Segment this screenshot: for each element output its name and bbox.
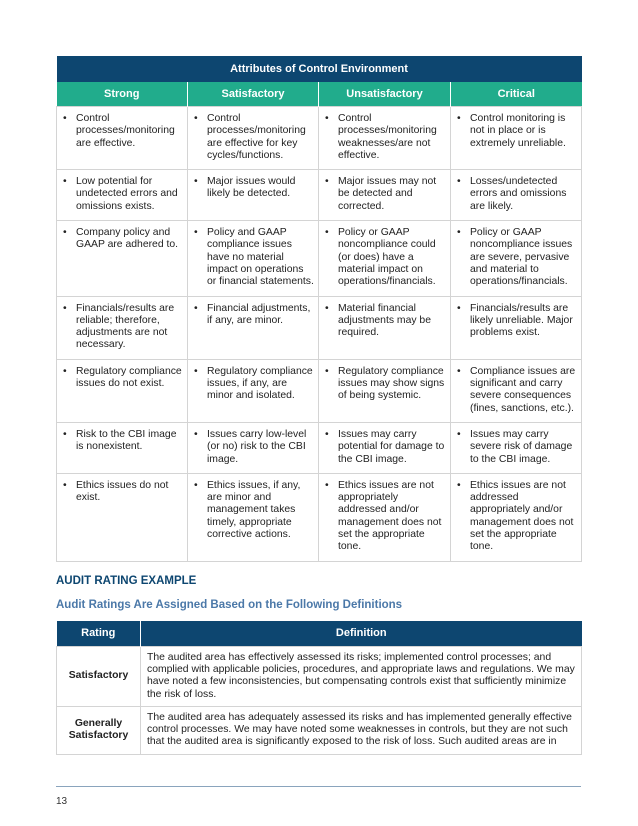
table-cell-critical	[451, 473, 582, 561]
cell-text: Material financial adjustments may be required.	[338, 302, 431, 339]
table-cell-unsatisfactory	[319, 473, 451, 561]
column-header-strong: Strong	[57, 82, 188, 107]
table-cell-satisfactory	[188, 359, 319, 422]
table-cell-unsatisfactory	[319, 422, 451, 473]
bullet-icon: •	[63, 365, 67, 377]
bullet-icon: •	[457, 113, 461, 124]
cell-text: Ethics issues are not addressed appropriately and/or management does not set the appropriate tone.	[470, 479, 574, 553]
column-header-satisfactory: Satisfactory	[188, 82, 319, 107]
table-cell-satisfactory	[188, 170, 319, 221]
bullet-icon: •	[325, 176, 329, 188]
table-row	[57, 359, 582, 422]
cell-text: Financial adjustments, if any, are minor.	[207, 302, 311, 326]
attributes-table-title: Attributes of Control Environment	[57, 56, 582, 82]
definition-column-header: Definition	[141, 621, 582, 647]
attributes-table	[56, 56, 582, 562]
bullet-icon: •	[457, 302, 461, 314]
rating-column-header: Rating	[57, 621, 141, 647]
cell-text: Regulatory compliance issues do not exist.	[76, 365, 182, 390]
table-cell-satisfactory	[188, 221, 319, 296]
bullet-icon: •	[63, 302, 67, 314]
table-cell-unsatisfactory	[319, 170, 451, 221]
attributes-table-header-row	[57, 82, 582, 107]
cell-text: Control processes/monitoring are effective for key cycles/functions.	[207, 113, 306, 161]
column-header-unsatisfactory: Unsatisfactory	[319, 82, 451, 107]
table-cell-critical	[451, 359, 582, 422]
bullet-icon: •	[457, 176, 461, 188]
bullet-icon: •	[325, 479, 329, 491]
column-header-critical: Critical	[451, 82, 582, 107]
cell-text: Financials/results are likely unreliable. Major problems exist.	[470, 302, 573, 339]
table-cell-strong	[57, 296, 188, 359]
cell-text: Issues may carry potential for damage to the CBI image.	[338, 428, 445, 465]
table-row	[57, 296, 582, 359]
rating-name: Generally Satisfactory	[57, 706, 141, 754]
bullet-icon: •	[194, 479, 198, 491]
cell-text: Control processes/monitoring weaknesses/are not effective.	[338, 113, 437, 161]
table-cell-strong	[57, 359, 188, 422]
footer-divider	[56, 786, 581, 787]
table-cell-strong	[57, 473, 188, 561]
cell-text: Losses/undetected errors and omissions are likely.	[470, 176, 567, 212]
cell-text: Major issues would likely be detected.	[207, 176, 296, 200]
table-cell-strong	[57, 107, 188, 170]
bullet-icon: •	[457, 365, 461, 377]
table-cell-unsatisfactory	[319, 107, 451, 170]
rating-table-header-row	[57, 621, 582, 647]
cell-text: Control monitoring is not in place or is extremely unreliable.	[470, 113, 566, 149]
bullet-icon: •	[325, 113, 329, 124]
cell-text: Ethics issues are not appropriately addressed and/or management does not set the appropriate tone.	[338, 479, 442, 553]
cell-text: Ethics issues, if any, are minor and management takes timely, appropriate corrective actions.	[207, 479, 301, 541]
cell-text: Risk to the CBI image is nonexistent.	[76, 428, 177, 453]
table-cell-strong	[57, 221, 188, 296]
cell-text: Control processes/monitoring are effective.	[76, 113, 175, 149]
rating-table-body	[57, 646, 582, 754]
table-cell-unsatisfactory	[319, 221, 451, 296]
table-row	[57, 170, 582, 221]
bullet-icon: •	[325, 365, 329, 377]
cell-text: Regulatory compliance issues, if any, are minor and isolated.	[207, 365, 313, 402]
cell-text: Compliance issues are significant and carry severe consequences (fines, sanctions, etc.).	[470, 365, 576, 414]
cell-text: Policy or GAAP noncompliance could (or does) have a material impact on operations/financials.	[338, 227, 436, 288]
bullet-icon: •	[325, 302, 329, 314]
table-cell-critical	[451, 221, 582, 296]
table-cell-strong	[57, 422, 188, 473]
bullet-icon: •	[194, 227, 198, 239]
table-row	[57, 107, 582, 170]
cell-text: Policy and GAAP compliance issues have no material impact on operations or financial statements.	[207, 227, 314, 288]
table-cell-critical	[451, 422, 582, 473]
page-content	[56, 56, 581, 755]
bullet-icon: •	[194, 113, 198, 124]
bullet-icon: •	[457, 479, 461, 491]
rating-definition: The audited area has effectively assessed its risks; implemented control processes; and complied with applicable policies, procedures, and appropriate laws and regulations. We may have noted a few inconsistencies, but compensating controls exist that sufficiently minimize the risk of loss.	[141, 646, 582, 706]
bullet-icon: •	[63, 113, 67, 124]
bullet-icon: •	[63, 479, 67, 491]
sub-heading: Audit Ratings Are Assigned Based on the Following Definitions	[56, 598, 403, 611]
attributes-table-title-row	[57, 56, 582, 82]
table-cell-critical	[451, 107, 582, 170]
table-row	[57, 221, 582, 296]
rating-name: Satisfactory	[57, 646, 141, 706]
table-cell-satisfactory	[188, 422, 319, 473]
bullet-icon: •	[194, 302, 198, 314]
table-cell-critical	[451, 170, 582, 221]
cell-text: Ethics issues do not exist.	[76, 479, 169, 504]
attributes-table-body	[57, 107, 582, 562]
table-cell-satisfactory	[188, 296, 319, 359]
table-row	[57, 706, 582, 754]
bullet-icon: •	[63, 176, 67, 188]
bullet-icon: •	[325, 428, 329, 440]
table-cell-unsatisfactory	[319, 359, 451, 422]
table-cell-satisfactory	[188, 107, 319, 170]
table-cell-critical	[451, 296, 582, 359]
table-cell-strong	[57, 170, 188, 221]
cell-text: Issues carry low-level (or no) risk to the CBI image.	[207, 428, 307, 465]
section-heading: AUDIT RATING EXAMPLE	[56, 574, 197, 587]
table-row	[57, 646, 582, 706]
cell-text: Company policy and GAAP are adhered to.	[76, 227, 179, 251]
cell-text: Major issues may not be detected and corrected.	[338, 176, 437, 212]
bullet-icon: •	[194, 176, 198, 188]
table-cell-satisfactory	[188, 473, 319, 561]
cell-text: Regulatory compliance issues may show signs of being systemic.	[338, 365, 445, 402]
bullet-icon: •	[63, 227, 67, 239]
cell-text: Issues may carry severe risk of damage to the CBI image.	[470, 428, 573, 465]
bullet-icon: •	[194, 428, 198, 440]
table-cell-unsatisfactory	[319, 296, 451, 359]
bullet-icon: •	[457, 227, 461, 239]
rating-table	[56, 621, 582, 755]
bullet-icon: •	[63, 428, 67, 440]
page-number: 13	[56, 796, 68, 807]
bullet-icon: •	[325, 227, 329, 239]
cell-text: Policy or GAAP noncompliance issues are severe, pervasive and material to operations/financials.	[470, 227, 573, 288]
table-row	[57, 422, 582, 473]
bullet-icon: •	[194, 365, 198, 377]
cell-text: Financials/results are reliable; therefore, adjustments are not necessary.	[76, 302, 175, 351]
table-row	[57, 473, 582, 561]
bullet-icon: •	[457, 428, 461, 440]
cell-text: Low potential for undetected errors and omissions exists.	[76, 176, 178, 212]
rating-definition: The audited area has adequately assessed its risks and has implemented generally effective control processes. We may have noted some weaknesses in controls, but they are not such that the audited area is significantly exposed to the risk of loss. Such audited areas are in	[141, 706, 582, 754]
